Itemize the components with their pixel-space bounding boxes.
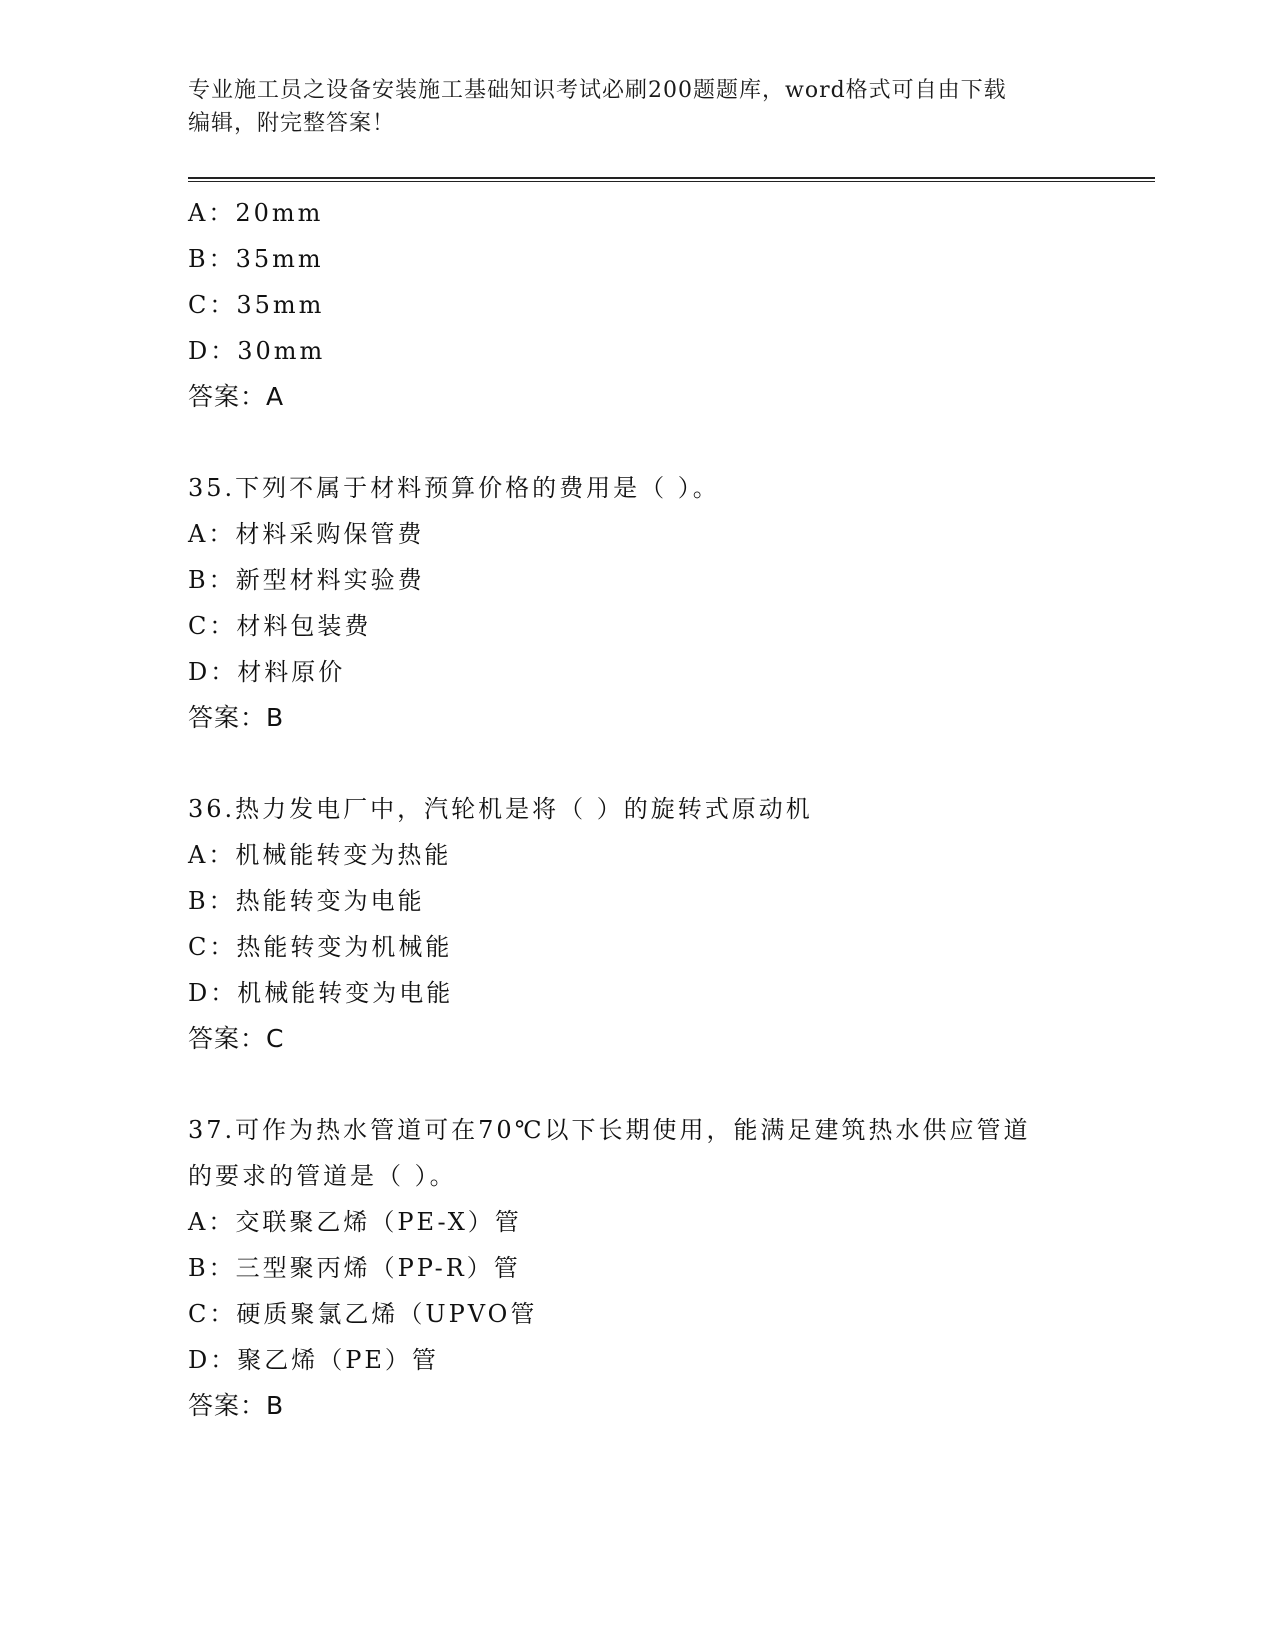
option-b: B：三型聚丙烯（PP-R）管 bbox=[188, 1254, 521, 1282]
answer-line: 答案：A bbox=[188, 382, 285, 411]
header-line-2: 编辑，附完整答案！ bbox=[188, 111, 396, 136]
option-d: D：30mm bbox=[188, 337, 326, 365]
question-text-line-1: 37.可作为热水管道可在70℃以下长期使用，能满足建筑热水供应管道 bbox=[188, 1116, 1031, 1144]
question-text: 35.下列不属于材料预算价格的费用是（ ）。 bbox=[188, 474, 720, 502]
question-block-35 bbox=[188, 465, 1088, 741]
spacer bbox=[188, 1062, 1088, 1107]
option-b: B：35mm bbox=[188, 245, 324, 273]
option-c: C：硬质聚氯乙烯（UPVO管 bbox=[188, 1300, 538, 1328]
question-list bbox=[188, 190, 1088, 1429]
answer-line: 答案：C bbox=[188, 1024, 285, 1053]
question-text: 36.热力发电厂中，汽轮机是将（ ）的旋转式原动机 bbox=[188, 795, 813, 823]
header-divider bbox=[188, 177, 1155, 182]
question-block-36 bbox=[188, 786, 1088, 1062]
option-c: C：热能转变为机械能 bbox=[188, 933, 453, 961]
option-b: B：热能转变为电能 bbox=[188, 887, 425, 915]
answer-line: 答案：B bbox=[188, 1391, 285, 1420]
option-c: C：35mm bbox=[188, 291, 325, 319]
question-text-line-2: 的要求的管道是（ ）。 bbox=[188, 1162, 457, 1190]
header-line-1: 专业施工员之设备安装施工基础知识考试必刷200题题库，word格式可自由下载 bbox=[188, 78, 1007, 103]
option-b: B：新型材料实验费 bbox=[188, 566, 425, 594]
option-a: A：20mm bbox=[188, 199, 324, 227]
option-a: A：材料采购保管费 bbox=[188, 520, 425, 548]
question-block-37 bbox=[188, 1107, 1088, 1429]
option-a: A：交联聚乙烯（PE-X）管 bbox=[188, 1208, 522, 1236]
question-block-prev bbox=[188, 190, 1088, 420]
spacer bbox=[188, 420, 1088, 465]
option-d: D：聚乙烯（PE）管 bbox=[188, 1346, 439, 1374]
spacer bbox=[188, 741, 1088, 786]
option-a: A：机械能转变为热能 bbox=[188, 841, 452, 869]
option-d: D：材料原价 bbox=[188, 658, 346, 686]
document-header bbox=[188, 74, 1088, 140]
answer-line: 答案：B bbox=[188, 703, 285, 732]
option-c: C：材料包装费 bbox=[188, 612, 372, 640]
option-d: D：机械能转变为电能 bbox=[188, 979, 454, 1007]
